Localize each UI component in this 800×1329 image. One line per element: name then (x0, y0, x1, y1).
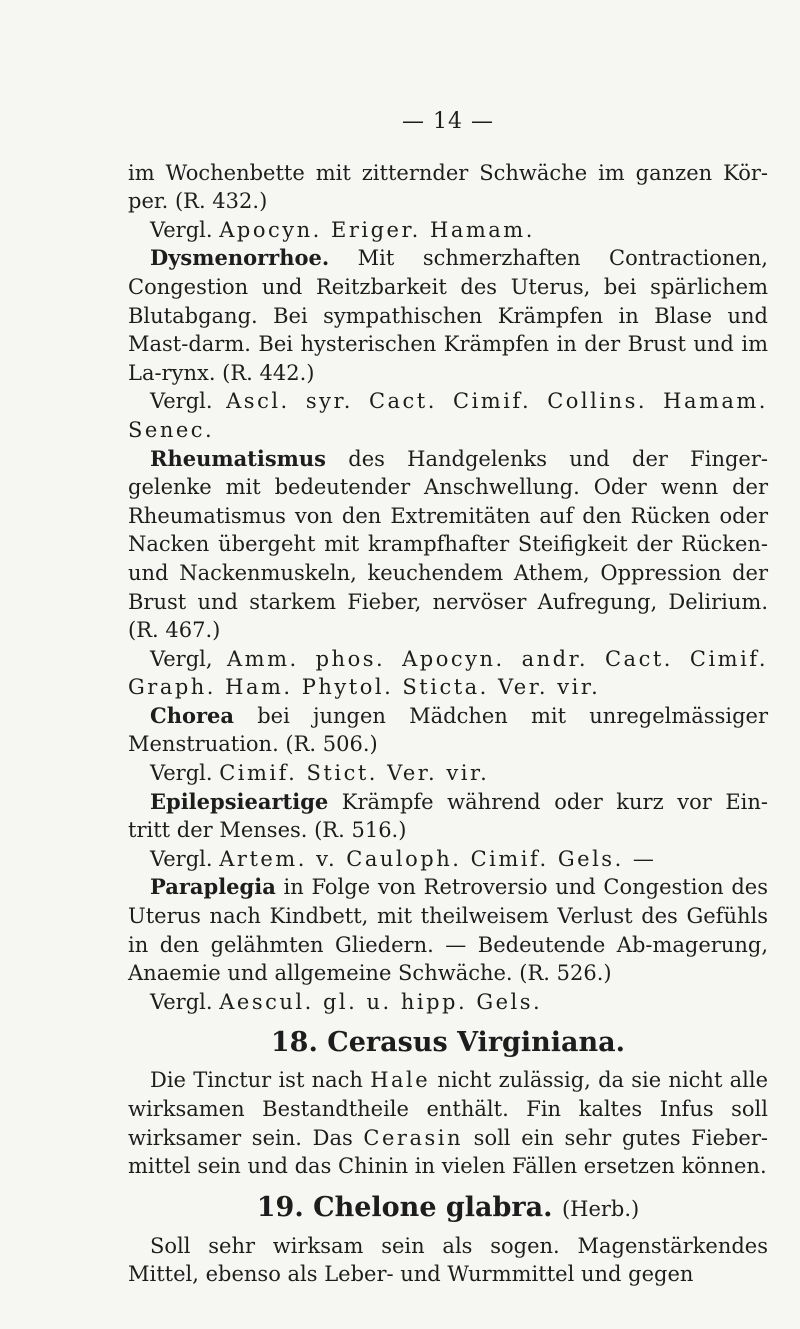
vergl-prefix: Vergl. (150, 989, 213, 1014)
remedy-list: Aescul. gl. u. hipp. Gels. (219, 989, 543, 1014)
paraplegia-text: in Folge von Retroversio und Congestion des Uterus nach Kindbett, mit theilweisem Verlust des Gefühls in den gelähmten Gliedern. — Bedeutende Ab-magerung, Anaemie und allgemeine Schwäche. (R. 526.) (128, 875, 768, 986)
remedy-list: Artem. v. Cauloph. Cimif. Gels. — (219, 846, 657, 871)
section-heading-cerasus: 18. Cerasus Virginiana. (270, 1027, 626, 1059)
dysmenorrhoe-text: Mit schmerzhaften Contractionen, Congestion und Reitzbarkeit des Uterus, bei spärlichem Blutabgang. Bei sympathischen Krämpfen in Blase und Mast-darm. Bei hysterischen Krämpfen in der Brust und im La-rynx. (R. 442.) (128, 246, 768, 385)
paragraph-wochenbette: im Wochenbette mit zitternder Schwäche im ganzen Kör-per. (R. 432.) (128, 160, 768, 214)
term-paraplegia: Paraplegia (150, 874, 276, 900)
term-epilepsieartige: Epilepsieartige (150, 788, 329, 814)
remedy-list: Cimif. Stict. Ver. vir. (219, 761, 490, 786)
chorea-text: bei jungen Mädchen mit unregelmässiger Menstruation. (R. 506.) (128, 703, 768, 757)
author-name: Hale (370, 1068, 431, 1093)
paragraph-chorea (128, 702, 768, 759)
vergl-dysmenorrhoe (128, 387, 768, 444)
vergl-chorea (128, 759, 768, 788)
paragraph-cerasus (128, 1066, 768, 1180)
substance-name: Cerasin (363, 1125, 463, 1150)
vergl-wochenbette (128, 216, 768, 245)
section-heading-chelone (128, 1191, 768, 1226)
paragraph-dysmenorrhoe (128, 244, 768, 387)
vergl-rheumatismus (128, 645, 768, 702)
paragraph-epilepsie (128, 788, 768, 845)
remedy-list: Amm. phos. Apocyn. andr. Cact. Cimif. Graph. Ham. Phytol. Sticta. Ver. vir. (128, 646, 768, 700)
paragraph-chelone: Soll sehr wirksam sein als sogen. Magenstärkendes Mittel, ebenso als Leber- und Wurmmittel und gegen (128, 1233, 768, 1287)
paragraph-paraplegia (128, 873, 768, 987)
vergl-paraplegia (128, 988, 768, 1017)
remedy-list: Ascl. syr. Cact. Cimif. Collins. Hamam. Senec. (128, 389, 768, 442)
vergl-prefix: Vergl. (150, 846, 213, 871)
remedy-list: Apocyn. Eriger. Hamam. (219, 217, 535, 242)
cerasus-text-3: soll ein sehr gutes Fieber-mittel sein und das Chinin in vielen Fällen ersetzen können. (128, 1125, 768, 1179)
epilepsie-text: Krämpfe während oder kurz vor Ein-tritt der Menses. (R. 516.) (128, 789, 768, 843)
vergl-epilepsie (128, 845, 768, 874)
vergl-prefix: Vergl. (150, 761, 213, 786)
page-number: — 14 — (402, 109, 494, 134)
vergl-prefix: Vergl. (150, 217, 213, 242)
book-page (128, 108, 768, 1289)
term-dysmenorrhoe: Dysmenorrhoe. (150, 245, 330, 271)
term-rheumatismus: Rheumatismus (150, 445, 326, 471)
chelone-note: (Herb.) (561, 1196, 640, 1221)
rheumatismus-text: des Handgelenks und der Finger-gelenke mit bedeutender Anschwellung. Oder wenn der Rheumatismus von den Extremitäten auf den Rücken oder Nacken übergeht mit krampfhafter Steifigkeit der Rücken- und Nackenmuskeln, keuchendem Athem, Oppression der Brust und starkem Fieber, nervöser Aufregung, Delirium. (R. 467.) (128, 446, 768, 643)
chelone-title: 19. Chelone glabra. (256, 1191, 553, 1223)
cerasus-text-2: nicht zulässig, da sie nicht alle wirksamen Bestandtheile enthält. Fin kaltes Infus soll wirksamer sein. Das (128, 1068, 768, 1150)
cerasus-text-1: Die Tinctur ist nach (150, 1068, 371, 1093)
vergl-prefix: Vergl, (150, 646, 213, 671)
vergl-prefix: Vergl. (150, 389, 213, 414)
term-chorea: Chorea (150, 702, 235, 728)
paragraph-rheumatismus (128, 445, 768, 645)
